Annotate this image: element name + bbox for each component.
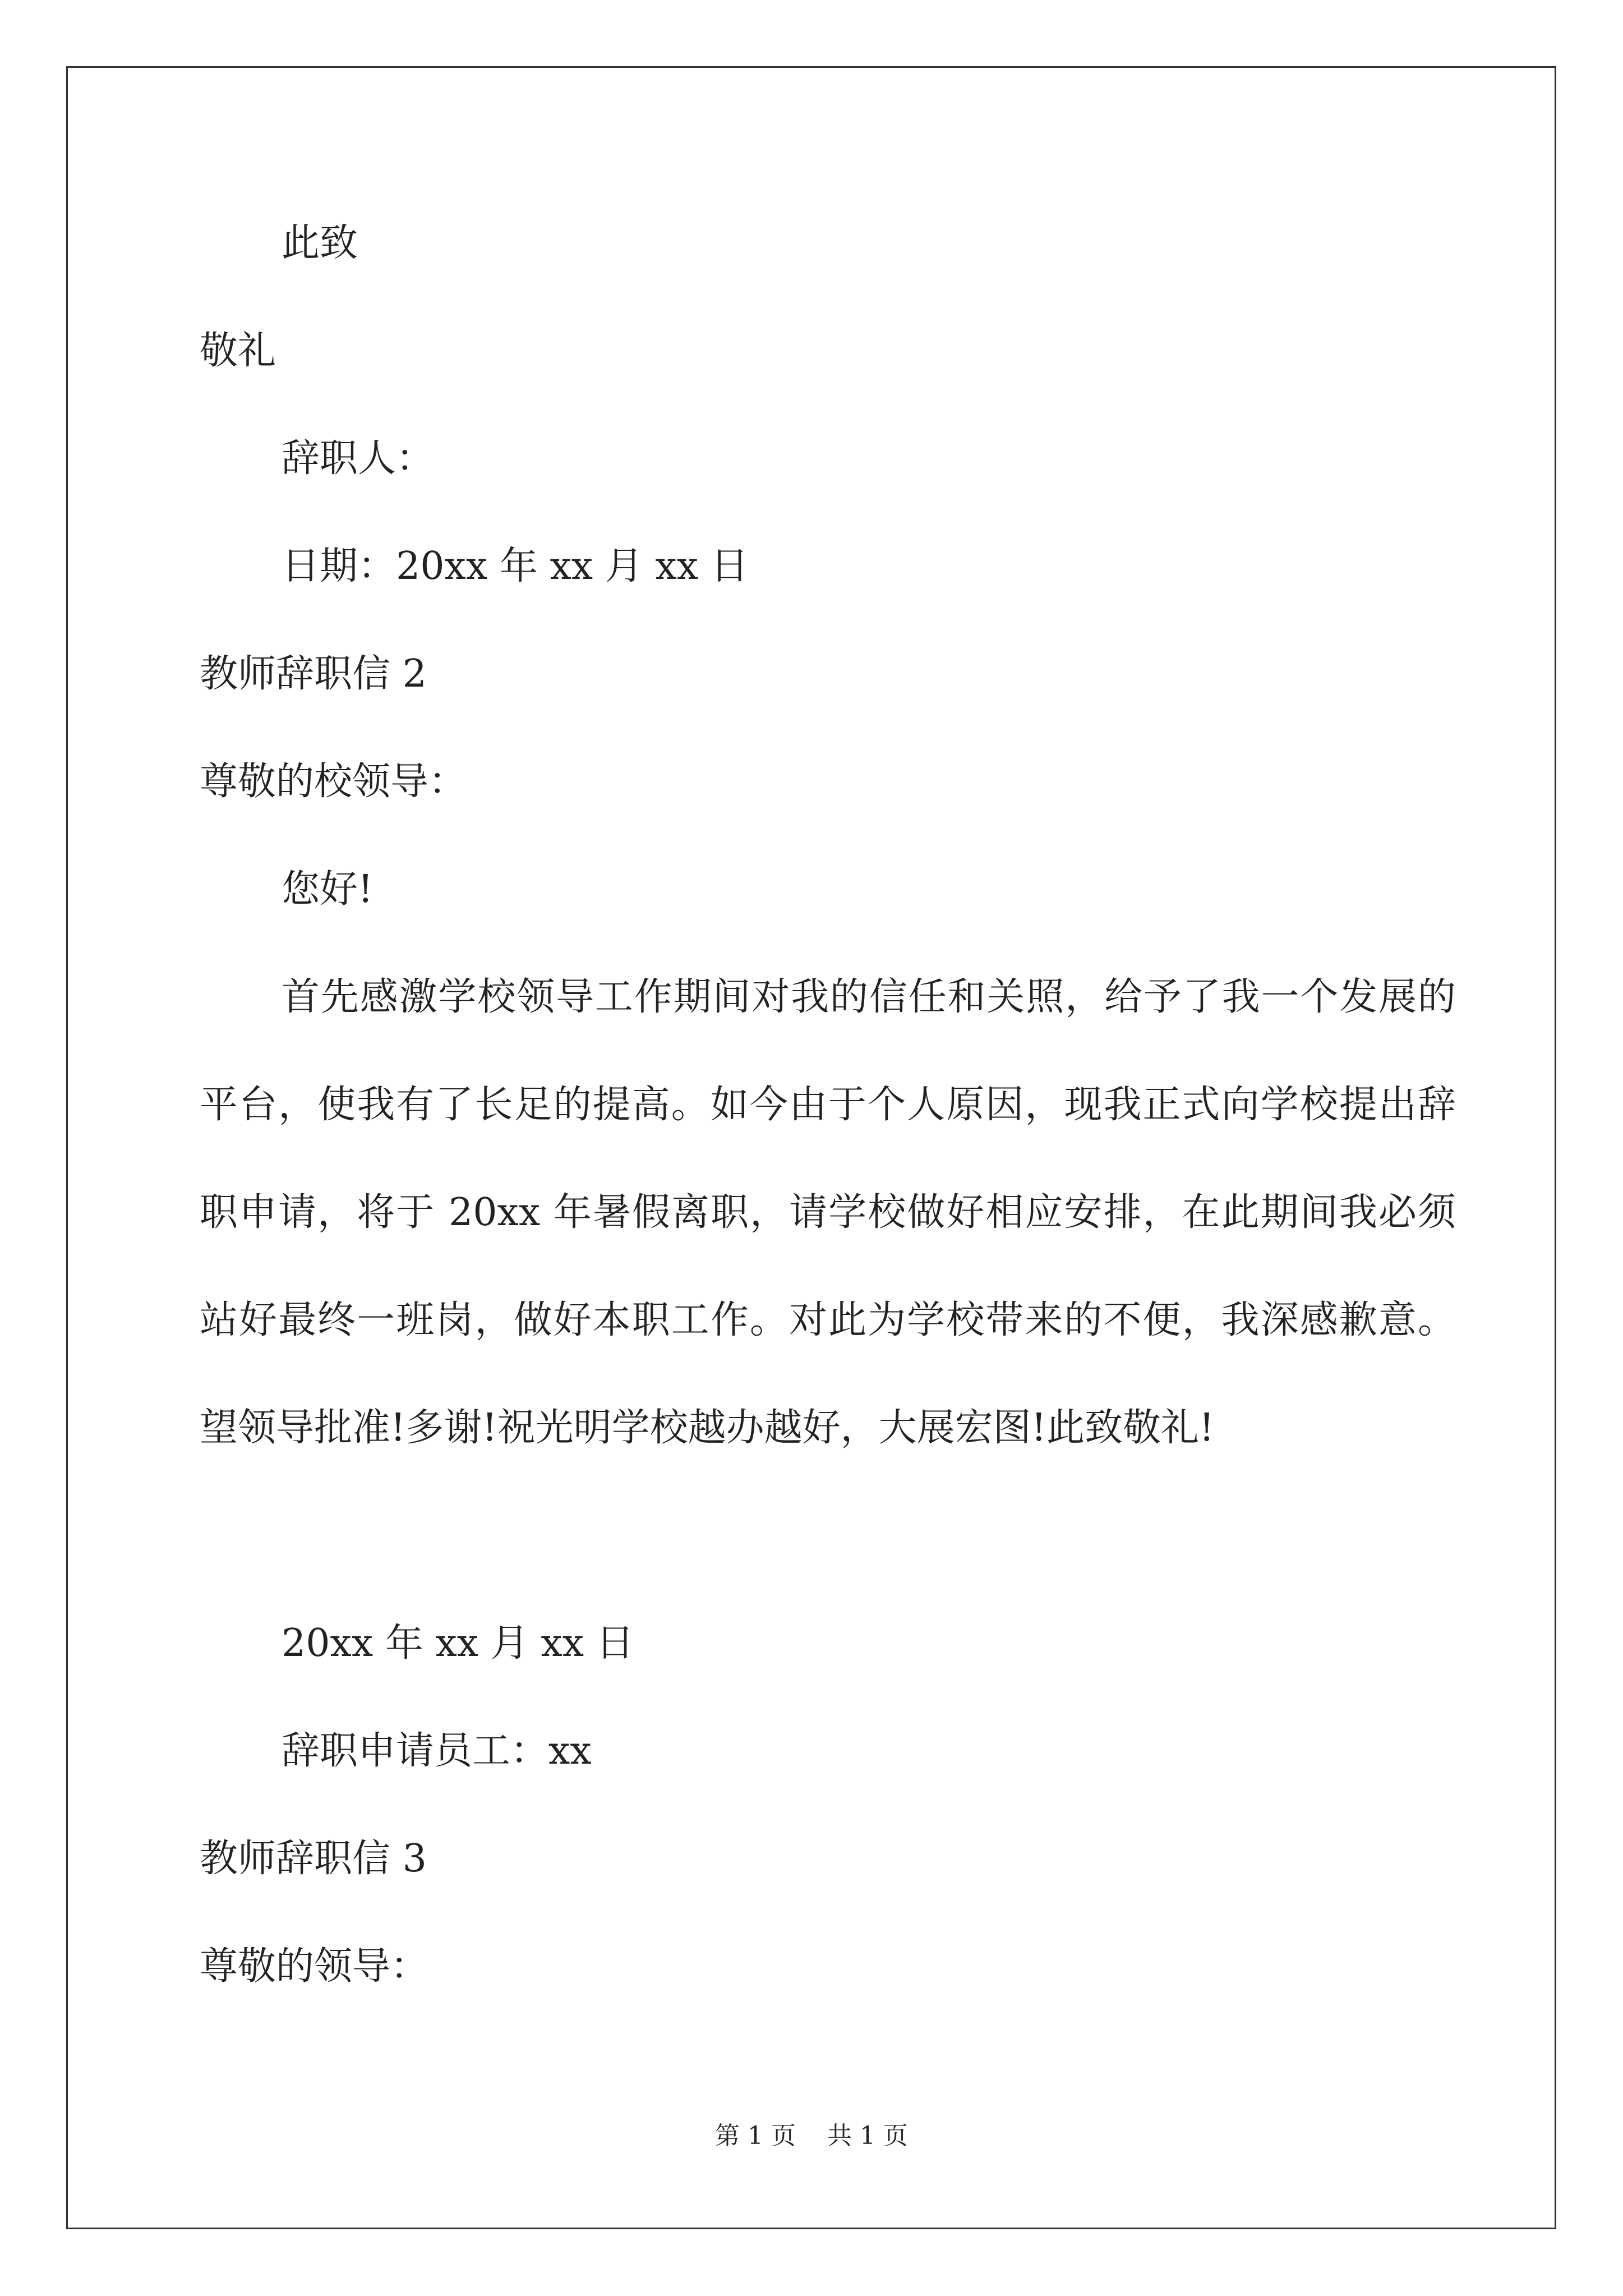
letter2-body-paragraph: 首先感激学校领导工作期间对我的信任和关照，给予了我一个发展的平台，使我有了长足的提高。如今由于个人原因，现我正式向学校提出辞职申请，将于 20xx 年暑假离职，请学校做好相应安排，在此期间我必须站好最终一班岗，做好本职工作。对此为学校带来的不便，我深感歉意。望领导批准!多谢!祝光明学校越办越好，大展宏图!此致敬礼! — [200, 975, 1456, 1450]
regards-line: 敬礼 — [200, 329, 276, 373]
letter2-date: 20xx 年 xx 月 xx 日 — [282, 1621, 634, 1665]
closing-line: 此致 — [282, 221, 358, 265]
letter3-title: 教师辞职信 3 — [200, 1837, 427, 1881]
resigner-label: 辞职人： — [282, 436, 435, 481]
page-footer: 第 1 页 共 1 页 — [715, 2122, 908, 2150]
letter2-salutation: 尊敬的校领导： — [200, 760, 467, 804]
letter2-greeting: 您好! — [282, 867, 374, 912]
letter3-salutation: 尊敬的领导： — [200, 1944, 429, 1989]
letter2-title: 教师辞职信 2 — [200, 652, 427, 696]
letter2-signature: 辞职申请员工：xx — [282, 1729, 592, 1773]
date-line: 日期：20xx 年 xx 月 xx 日 — [282, 544, 749, 588]
